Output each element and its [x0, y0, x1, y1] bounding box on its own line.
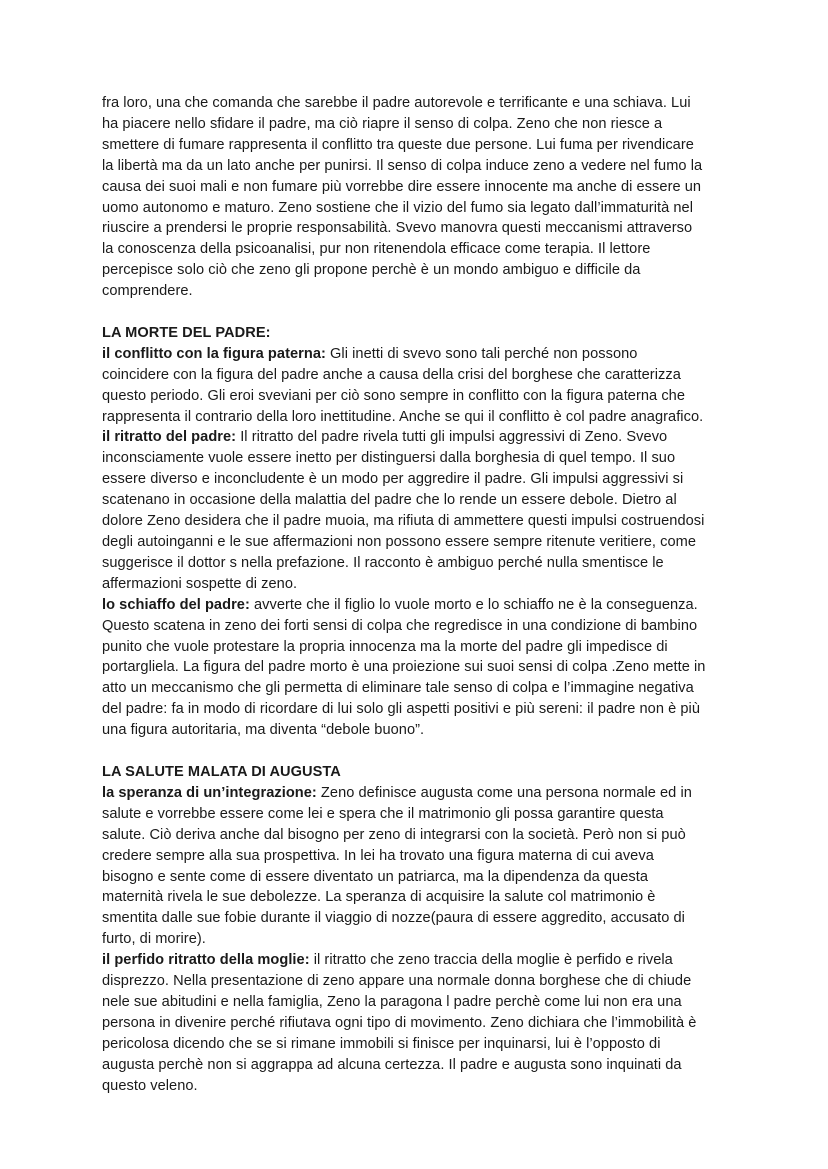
subsection-conflitto: [102, 344, 734, 428]
text-line: furto, di morire).: [102, 931, 206, 948]
text-line: suggerisce il dottor s nella prefazione. Il racconto è ambiguo perché nulla smentisce le: [102, 554, 664, 571]
subsection-title: il conflitto con la figura paterna:: [102, 345, 326, 362]
text-line: la conoscenza della psicoanalisi, pur non ritenendola efficace come terapia. Il lettore: [102, 241, 651, 258]
text-line: smentita dalle sue fobie durante il viaggio di nozze(paura di essere aggredito, accusato di: [102, 910, 685, 927]
subsection-ritratto-moglie: [102, 950, 734, 1096]
text-line: percepisce solo ciò che zeno gli propone perchè è un mondo ambiguo e difficile da: [102, 262, 641, 279]
text-line: salute. Ciò deriva anche dal bisogno per zeno di integrarsi con la società. Però non si può: [102, 826, 686, 843]
text-line: rappresenta il contrario della loro inettitudine. Anche se qui il conflitto è col padre anagrafico.: [102, 408, 704, 425]
text-line: la libertà ma da un lato anche per punirsi. Il senso di colpa induce zeno a vedere nel fumo la: [102, 157, 703, 174]
text-line: [102, 344, 734, 365]
subsection-title: lo schiaffo del padre:: [102, 596, 250, 613]
subsection-title: il perfido ritratto della moglie:: [102, 952, 310, 969]
text-line: questo periodo. Gli eroi sveviani per ciò sono sempre in conflitto con la figura paterna che: [102, 387, 685, 404]
text-line: fra loro, una che comanda che sarebbe il padre autorevole e terrificante e una schiava. Lui: [102, 95, 691, 111]
text-line: disprezzo. Nella presentazione di zeno appare una normale donna borghese che di chiude: [102, 973, 692, 990]
text-line: persona in divenire perché rifiutava ogni tipo di movimento. Zeno dichiara che l’immobilità è: [102, 1014, 697, 1031]
text-run: Il ritratto del padre rivela tutti gli impulsi aggressivi di Zeno. Svevo: [236, 429, 668, 446]
text-run: il ritratto che zeno traccia della moglie è perfido e rivela: [309, 952, 673, 969]
document-page: [102, 93, 734, 1096]
text-line: ha piacere nello sfidare il padre, ma ciò riapre il senso di colpa. Zeno che non riesce a: [102, 115, 663, 132]
text-line: credere sempre alla sua prospettiva. In lei ha trovato una figura materna di cui aveva: [102, 847, 654, 864]
text-run: Gli inetti di svevo sono tali perché non possono: [325, 345, 638, 362]
subsection-title: il ritratto del padre:: [102, 429, 237, 446]
text-line: comprendere.: [102, 283, 193, 300]
text-line: riuscire a prendersi le proprie responsabilità. Svevo manovra questi meccanismi attraverso: [102, 220, 693, 237]
text-line: salute e vorrebbe essere come lei e spera che il matrimonio gli possa garantire questa: [102, 805, 664, 822]
subsection-schiaffo: [102, 595, 734, 741]
text-run: Zeno definisce augusta come una persona normale ed in: [316, 784, 692, 801]
text-line: maternità rivela le sue debolezze. La speranza di acquisire la salute col matrimonio è: [102, 889, 656, 906]
text-line: augusta perchè non si aggrappa ad alcuna certezza. Il padre e augusta sono inquinati da: [102, 1056, 682, 1073]
section-morte-del-padre: [102, 323, 734, 741]
text-line: [102, 783, 734, 804]
section-heading: LA MORTE DEL PADRE:: [102, 324, 271, 341]
section-salute-augusta: [102, 762, 734, 1097]
text-line: coincidere con la figura del padre anche a causa della crisi del borghese che caratterizza: [102, 366, 681, 383]
text-line: [102, 427, 734, 448]
section-heading: LA SALUTE MALATA DI AUGUSTA: [102, 763, 341, 780]
text-line: degli autoinganni e le sue affermazioni non possono essere sempre ritenute veritiere, come: [102, 534, 696, 551]
text-line: portargliela. La figura del padre morto è una proiezione sui suoi sensi di colpa .Zeno mette in: [102, 659, 706, 676]
text-line: pericolosa dicendo che se si rimane immobili si finisce per inquinarsi, lui è l’opposto di: [102, 1035, 661, 1052]
text-line: questo veleno.: [102, 1077, 198, 1094]
text-line: [102, 595, 734, 616]
text-line: nele sue abitudini e nella famiglia, Zeno la paragona l padre perchè come lui non era una: [102, 993, 682, 1010]
text-line: del padre: fa in modo di ricordare di lui solo gli aspetti positivi e più sereni: il padre non è più: [102, 701, 701, 718]
text-line: causa dei suoi mali e non fumare più vorrebbe dire essere innocente ma anche di essere un: [102, 178, 702, 195]
text-line: una figura autoritaria, ma diventa “debole buono”.: [102, 722, 425, 739]
text-line: atto un meccanismo che gli permetta di eliminare tale senso di colpa e l’immagine negativa: [102, 680, 694, 697]
text-line: essere diverso e inconcludente è un modo per aggredire il padre. Gli impulsi aggressivi si: [102, 471, 684, 488]
text-line: Questo scatena in zeno dei forti sensi di colpa che regredisce in una condizione di bambino: [102, 617, 698, 634]
intro-paragraph: [102, 93, 734, 302]
text-line: smettere di fumare rappresenta il conflitto tra queste due persone. Lui fuma per rivendicare: [102, 136, 694, 153]
text-line: bisogno e sente come di essere diventato un patriarca, ma la dipendenza da questa: [102, 868, 648, 885]
text-run: avverte che il figlio lo vuole morto e lo schiaffo ne è la conseguenza.: [249, 596, 698, 613]
paragraph-spacer: [102, 741, 734, 762]
text-line: inconsciamente vuole essere inetto per distinguersi dalla borghesia di quel tempo. Il suo: [102, 450, 676, 467]
subsection-title: la speranza di un’integrazione:: [102, 784, 317, 801]
paragraph-spacer: [102, 302, 734, 323]
text-line: uomo autonomo e maturo. Zeno sostiene che il vizio del fumo sia legato dall’immaturità nel: [102, 199, 693, 216]
subsection-ritratto-padre: [102, 427, 734, 594]
text-line: [102, 950, 734, 971]
text-line: affermazioni sospette di zeno.: [102, 575, 298, 592]
text-line: punito che vuole protestare la propria innocenza ma la morte del padre gli impedisce di: [102, 638, 668, 655]
text-line: dolore Zeno desidera che il padre muoia, ma rifiuta di ammettere questi impulsi costruendosi: [102, 513, 705, 530]
text-line: scatenano in occasione della malattia del padre che lo rende un essere debole. Dietro al: [102, 492, 677, 509]
subsection-integrazione: [102, 783, 734, 950]
